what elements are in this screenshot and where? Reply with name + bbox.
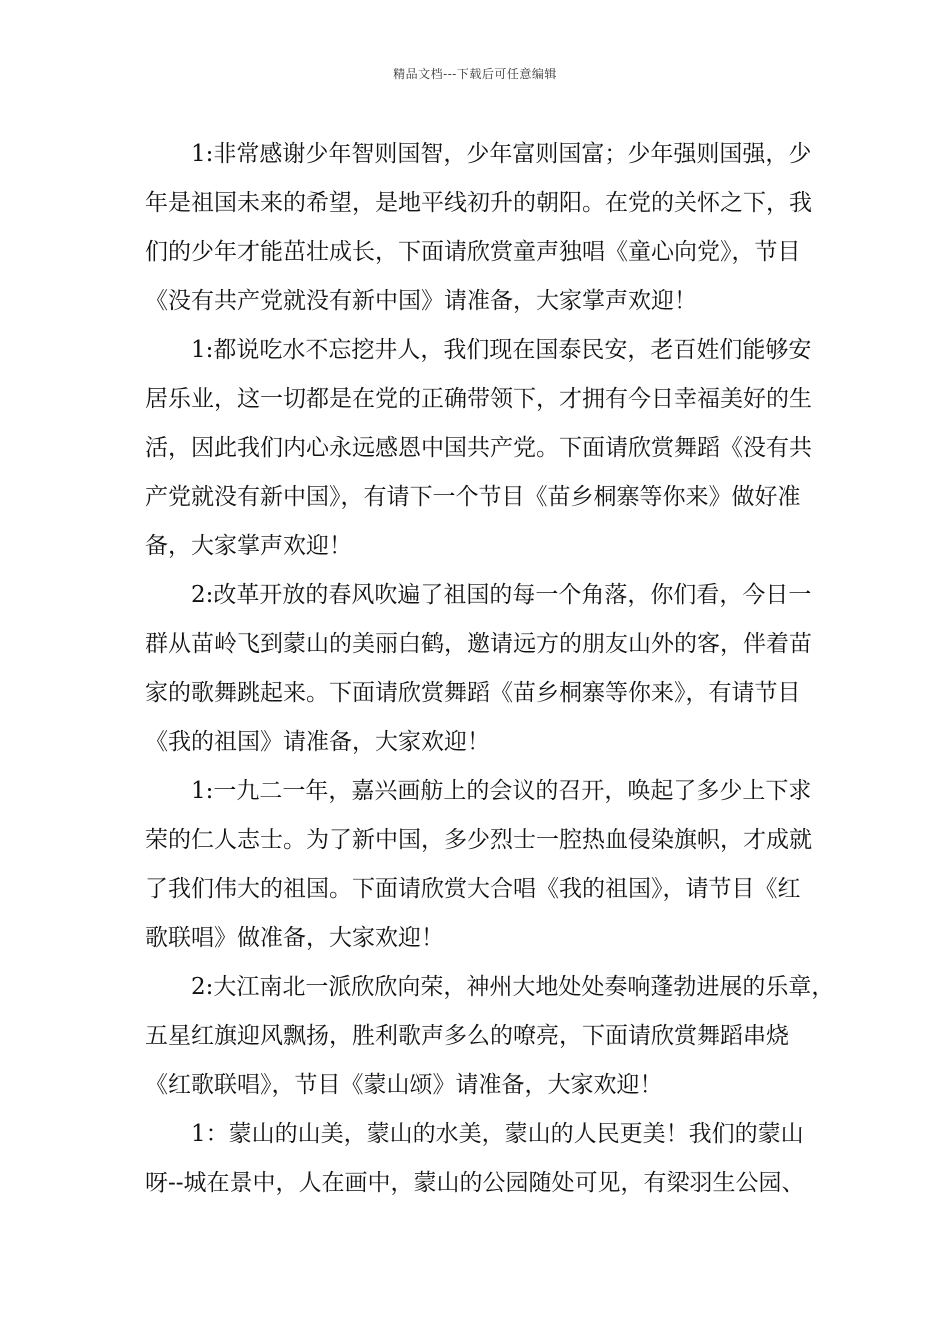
document-body (145, 130, 835, 1208)
text-line: 荣的仁人志士。为了新中国，多少烈士一腔热血侵染旗帜，才成就 (145, 827, 812, 853)
text-line: 年是祖国未来的希望，是地平线初升的朝阳。在党的关怀之下，我 (145, 190, 812, 216)
text-line: 《我的祖国》请准备，大家欢迎！ (145, 729, 490, 755)
text-line: 们的少年才能茁壮成长，下面请欣赏童声独唱《童心向党》，节目 (145, 239, 801, 265)
text-line: 呀--城在景中，人在画中，蒙山的公园随处可见，有梁羽生公园、 (145, 1170, 805, 1196)
paragraph-2 (145, 326, 825, 571)
text-line: 1:一九二一年，嘉兴画舫上的会议的召开，唤起了多少上下求 (191, 778, 812, 804)
text-line: 1：蒙山的山美，蒙山的水美，蒙山的人民更美！我们的蒙山 (191, 1121, 804, 1147)
text-line: 《没有共产党就没有新中国》请准备，大家掌声欢迎！ (145, 288, 697, 314)
text-line: 备，大家掌声欢迎！ (145, 533, 352, 559)
text-line: 歌联唱》做准备，大家欢迎！ (145, 925, 444, 951)
paragraph-4 (145, 767, 825, 963)
text-line: 产党就没有新中国》，有请下一个节目《苗乡桐寨等你来》做好准 (145, 484, 801, 510)
paragraph-1 (145, 130, 825, 326)
paragraph-6 (145, 1110, 825, 1208)
text-line: 1:非常感谢少年智则国智，少年富则国富；少年强则国强，少 (191, 141, 812, 167)
text-line: 五星红旗迎风飘扬，胜利歌声多么的嘹亮，下面请欣赏舞蹈串烧 (145, 1023, 789, 1049)
text-line: 《红歌联唱》，节目《蒙山颂》请准备，大家欢迎！ (145, 1072, 663, 1098)
text-line: 2:改革开放的春风吹遍了祖国的每一个角落，你们看，今日一 (191, 582, 812, 608)
paragraph-3 (145, 571, 825, 767)
paragraph-5 (145, 963, 835, 1110)
text-line: 群从苗岭飞到蒙山的美丽白鹤，邀请远方的朋友山外的客，伴着苗 (145, 631, 812, 657)
text-line: 家的歌舞跳起来。下面请欣赏舞蹈《苗乡桐寨等你来》，有请节目 (145, 680, 801, 706)
text-line: 活，因此我们内心永远感恩中国共产党。下面请欣赏舞蹈《没有共 (145, 435, 812, 461)
page-header: 精品文档---下载后可任意编辑 (393, 67, 557, 81)
text-line: 1:都说吃水不忘挖井人，我们现在国泰民安，老百姓们能够安 (191, 337, 812, 363)
text-line: 2:大江南北一派欣欣向荣，神州大地处处奏响蓬勃进展的乐章， (191, 974, 835, 1000)
text-line: 居乐业，这一切都是在党的正确带领下，才拥有今日幸福美好的生 (145, 386, 812, 412)
text-line: 了我们伟大的祖国。下面请欣赏大合唱《我的祖国》，请节目《红 (145, 876, 801, 902)
